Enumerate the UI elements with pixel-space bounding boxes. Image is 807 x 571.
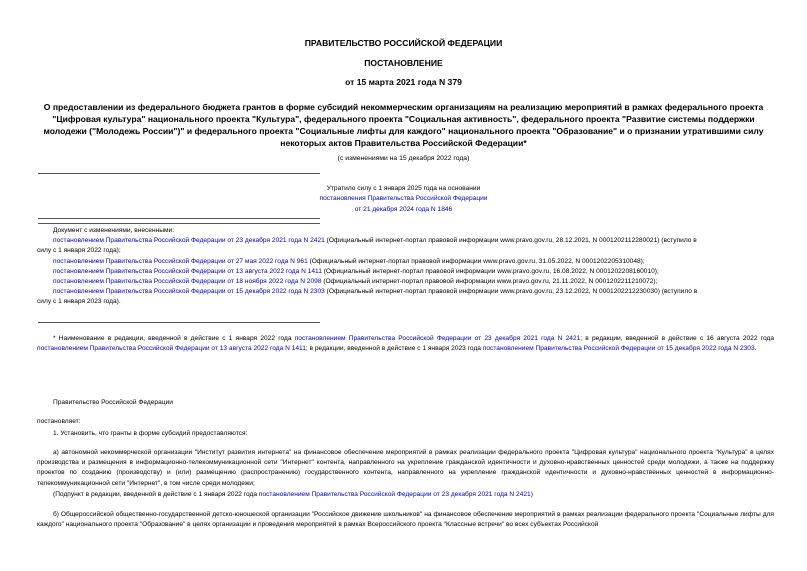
divider: [38, 218, 320, 219]
amendment-link[interactable]: постановлением Правительства Российской Федерации от 23 декабря 2021 года N 2421: [53, 237, 325, 245]
amendment-source: (Официальный интернет-портал правовой информации www.pravo.gov.ru, 23.12.2022, N 0001202212230030) (вступило в: [324, 288, 698, 296]
amendment-item: [37, 287, 774, 297]
amendment-link[interactable]: постановлением Правительства Российской Федерации от 27 мая 2022 года N 961: [53, 257, 308, 265]
doc-date-heading: от 15 марта 2021 года N 379: [345, 77, 462, 87]
lost-force-notice: [250, 184, 557, 215]
footnote: [37, 334, 774, 354]
clause-1: 1. Установить, что гранты в форме субсидий предоставляются:: [53, 430, 248, 437]
divider: [38, 223, 320, 224]
clause-1a-note: [37, 490, 790, 500]
government-label: Правительство Российской Федерации: [53, 399, 173, 406]
amendment-source: (Официальный интернет-портал правовой информации www.pravo.gov.ru, 28.12.2021, N 0001202112280021) (вступило в: [324, 237, 697, 245]
changes-note: (с изменениями на 15 декабря 2022 года): [337, 155, 470, 162]
clause-1a: а) автономной некоммерческой организации "Институт развития интернета" на финансовое обеспечение мероприятий в рамках реализации федерального проекта "Цифровая культура" национального проекта "Культура" в целях производства и размещения в информационно-телекоммуникационной сети "Интернет" контента, направленного на укрепление гражданской идентичности и духовно-нравственных ценностей среди молодежи, а также на поддержку проектов по созданию (производству) и (или) размещению (распространению) государственного контента, направленного на укрепление гражданской идентичности и духовно-нравственных ценностей в информационно-телекоммуникационной сети "Интернет", в том числе среди молодежи;: [37, 449, 774, 487]
decides-label: постановляет:: [37, 418, 81, 425]
doc-type-heading: ПОСТАНОВЛЕНИЕ: [364, 58, 443, 68]
clause-1b: б) Общероссийской общественно-государственной детско-юношеской организации "Российское движение школьников" на финансовое обеспечение мероприятий в рамках реализации федерального проекта "Социальные лифты для каждого" национального проекта "Образование" в целях организации и проведения мероприятий в рамках Всероссийского проекта "Классные встречи" во всех субъектах Российской: [37, 511, 774, 529]
lost-force-link[interactable]: постановления Правительства Российской Федерации: [319, 195, 488, 203]
amendment-item: [37, 257, 774, 267]
amendment-link[interactable]: постановлением Правительства Российской Федерации от 18 ноября 2022 года N 2098: [53, 278, 322, 286]
issuer-heading: ПРАВИТЕЛЬСТВО РОССИЙСКОЙ ФЕДЕРАЦИИ: [304, 38, 503, 48]
divider: [38, 322, 320, 323]
amendments-list: [37, 226, 774, 308]
note-text: (Подпункт в редакции, введенной в действие с 1 января 2022 года: [53, 491, 259, 498]
amendments-intro: Документ с изменениями, внесенными:: [53, 227, 175, 234]
divider: [38, 173, 320, 174]
footnote-link[interactable]: постановлением Правительства Российской Федерации от 13 августа 2022 года N 1411: [37, 345, 306, 353]
amendment-item: [37, 267, 774, 277]
document-title: О предоставлении из федерального бюджета грантов в форме субсидий некоммерческим организациям на реализацию мероприятий в рамках федерального проекта "Цифровая культура" национального проекта "Культура", федерального проекта "Социальная активность", федерального проекта "Развитие системы поддержки молодежи ("Молодежь России")" и федерального проекта "Социальные лифты для каждого" национального проекта "Образование" и о признании утратившими силу некоторых актов Правительства Российской Федерации*: [43, 102, 764, 148]
amendment-item: [37, 236, 774, 246]
amendment-source: (Официальный интернет-портал правовой информации www.pravo.gov.ru, 31.05.2022, N 0001202205310048);: [307, 257, 645, 265]
footnote-text: ; в редакции, введенной в действие с 1 января 2023 года: [305, 345, 483, 353]
footnote-text: * Наименование в редакции, введенной в действие с 1 января 2022 года: [53, 335, 295, 342]
footnote-link[interactable]: постановлением Правительства Российской Федерации от 15 декабря 2022 года N 2303: [482, 345, 755, 353]
amendment-item-cont: силу с 1 января 2022 года);: [37, 247, 121, 255]
note-link[interactable]: постановлением Правительства Российской Федерации от 23 декабря 2021 года N 2421: [258, 491, 531, 498]
lost-force-link-date[interactable]: от 21 декабря 2024 года N 1846: [354, 205, 453, 213]
footnote-text: .: [754, 345, 757, 353]
lost-force-text: Утратило силу с 1 января 2025 года на основании: [326, 185, 481, 192]
amendment-link[interactable]: постановлением Правительства Российской Федерации от 15 декабря 2022 года N 2303: [53, 288, 325, 296]
amendment-item: [37, 277, 774, 287]
footnote-text: ; в редакции, введенной в действие с 16 августа 2022 года: [580, 335, 775, 342]
note-text: ): [530, 491, 533, 498]
amendment-link[interactable]: постановлением Правительства Российской Федерации от 13 августа 2022 года N 1411: [53, 267, 322, 275]
footnote-link[interactable]: постановлением Правительства Российской Федерации от 23 декабря 2021 года N 2421: [294, 335, 581, 342]
amendment-source: (Официальный интернет-портал правовой информации www.pravo.gov.ru, 21.11.2022, N 0001202211210072);: [321, 278, 658, 286]
amendment-item-cont: силу с 1 января 2023 года).: [37, 298, 121, 306]
amendment-source: (Официальный интернет-портал правовой информации www.pravo.gov.ru, 16.08.2022, N 0001202208160010);: [321, 267, 659, 275]
